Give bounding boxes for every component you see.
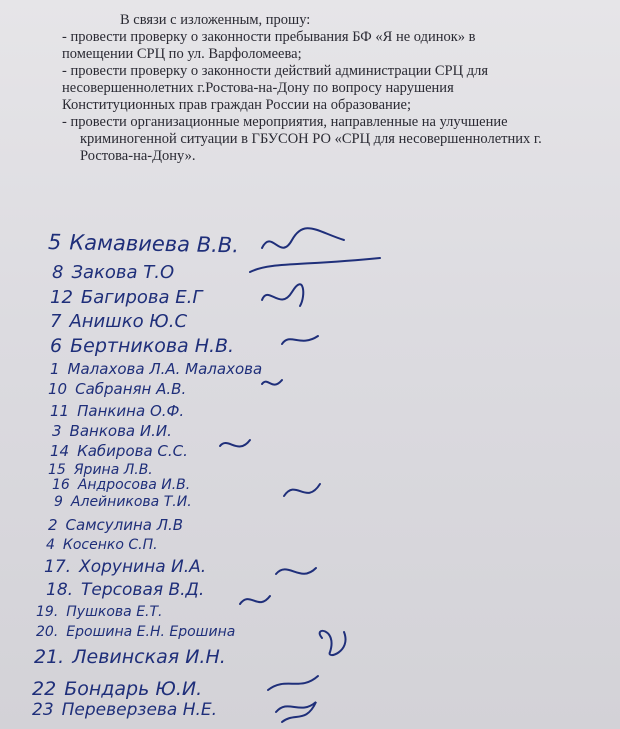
signature-number: 16 [52,477,70,493]
signature-name: Андросова И.В. [77,477,191,493]
text-line: Конституционных прав граждан России на образование; [62,97,411,113]
signature-name: Переверзева Н.Е. [61,700,218,720]
text-line: - провести проверку о законности действий администрации СРЦ для [62,63,488,79]
signature-scrawl [276,568,316,574]
signature-name: Багирова Е.Г [80,287,203,308]
text-line: Ростова-на-Дону». [80,148,196,164]
signature-number: 9 [54,494,63,510]
signature-number: 8 [52,262,64,283]
signature-scrawl [276,702,316,722]
signature-name: Пушкова Е.Т. [66,604,163,620]
signature-number: 10 [48,380,68,398]
signature-scrawl [268,676,318,690]
signature-scrawl [262,380,282,385]
signature-number: 7 [50,311,62,332]
signature-name: Ярина Л.В. [73,462,153,478]
signature-name: Камавиева В.В. [69,230,240,258]
text-line: - провести проверку о законности пребывания БФ «Я не одинок» в [62,29,476,45]
text-line: - провести организационные мероприятия, направленные на улучшение [62,114,508,130]
signature-scrawl [262,228,344,248]
signature-number: 5 [47,230,62,255]
signature-name: Ерошина Е.Н. Ерошина [66,624,236,640]
signature-scrawl [284,484,320,496]
signature-scrawl [282,336,318,344]
signature-name: Панкина О.Ф. [77,402,185,420]
signature-number: 15 [48,462,66,478]
signature-number: 17. [44,557,72,577]
signature-number: 4 [46,537,55,553]
signature-number: 3 [52,422,62,440]
signature-name: Бондарь Ю.И. [64,678,203,700]
signature-number: 12 [50,287,73,308]
signature-name: Бертникова Н.В. [70,335,235,357]
signature-name: Ванкова И.И. [69,422,172,440]
text-line: криминогенной ситуации в ГБУСОН РО «СРЦ для несовершеннолетних г. [80,131,542,147]
signature-number: 2 [48,516,58,534]
signature-scrawl [240,596,270,604]
signature-name: Кабирова С.С. [77,442,188,460]
signature-name: Терсовая В.Д. [81,580,205,600]
signature-name: Левинская И.Н. [72,646,226,668]
signature-number: 6 [50,335,63,357]
signature-number: 14 [50,442,70,460]
signature-scrawl [220,440,250,446]
signature-name: Малахова Л.А. Малахова [67,360,263,378]
text-line: помещении СРЦ по ул. Варфоломеева; [62,46,302,62]
signature-name: Сабранян А.В. [75,380,187,398]
signature-scrawl [320,631,346,655]
signature-number: 23 [32,700,54,720]
signature-scrawl [262,284,303,306]
signature-name: Алейникова Т.И. [70,494,192,510]
signature-name: Анишко Ю.С [69,311,188,332]
signature-number: 19. [36,604,59,620]
signature-name: Косенко С.П. [62,537,158,553]
signature-number: 1 [50,360,60,378]
signature-number: 18. [46,580,74,600]
text-line: В связи с изложенным, прошу: [120,12,311,28]
signature-scrawl [250,258,380,272]
signature-number: 11 [50,402,70,420]
signature-name: Хорунина И.А. [79,557,207,577]
signature-number: 21. [34,646,65,668]
signature-number: 22 [32,678,57,700]
signature-name: Закова Т.О [71,262,175,283]
signature-name: Самсулина Л.В [65,516,184,534]
signature-number: 20. [36,624,59,640]
text-line: несовершеннолетних г.Ростова-на-Дону по вопросу нарушения [62,80,454,96]
